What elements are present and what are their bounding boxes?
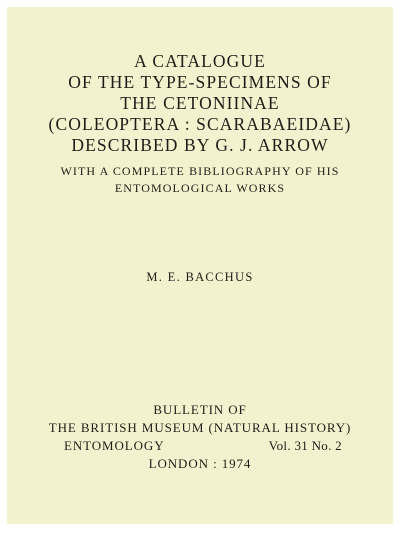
- museum-name: THE BRITISH MUSEUM (NATURAL HISTORY): [48, 420, 352, 435]
- cover-page: [7, 7, 393, 524]
- series-imprint: [7, 401, 393, 473]
- volume-number: Vol. 31 No. 2: [268, 438, 342, 453]
- title-line-3: THE CETONIINAE: [120, 93, 280, 113]
- title-line-1: A CATALOGUE: [134, 51, 266, 71]
- section-volume-row: [7, 437, 393, 455]
- title-line-2: OF THE TYPE-SPECIMENS OF: [68, 72, 332, 92]
- series-section: ENTOMOLOGY: [64, 438, 165, 453]
- bulletin-heading: BULLETIN OF: [153, 402, 247, 417]
- title-line-5: DESCRIBED BY G. J. ARROW: [71, 135, 329, 155]
- subtitle-line-1: WITH A COMPLETE BIBLIOGRAPHY OF HIS: [60, 164, 340, 178]
- author-name: M. E. BACCHUS: [146, 270, 254, 284]
- title-block: [7, 51, 393, 197]
- subtitle-block: [7, 163, 393, 197]
- title-line-4: (COLEOPTERA : SCARABAEIDAE): [48, 114, 352, 134]
- subtitle-line-2: ENTOMOLOGICAL WORKS: [114, 181, 286, 195]
- place-date-imprint: LONDON : 1974: [148, 456, 252, 471]
